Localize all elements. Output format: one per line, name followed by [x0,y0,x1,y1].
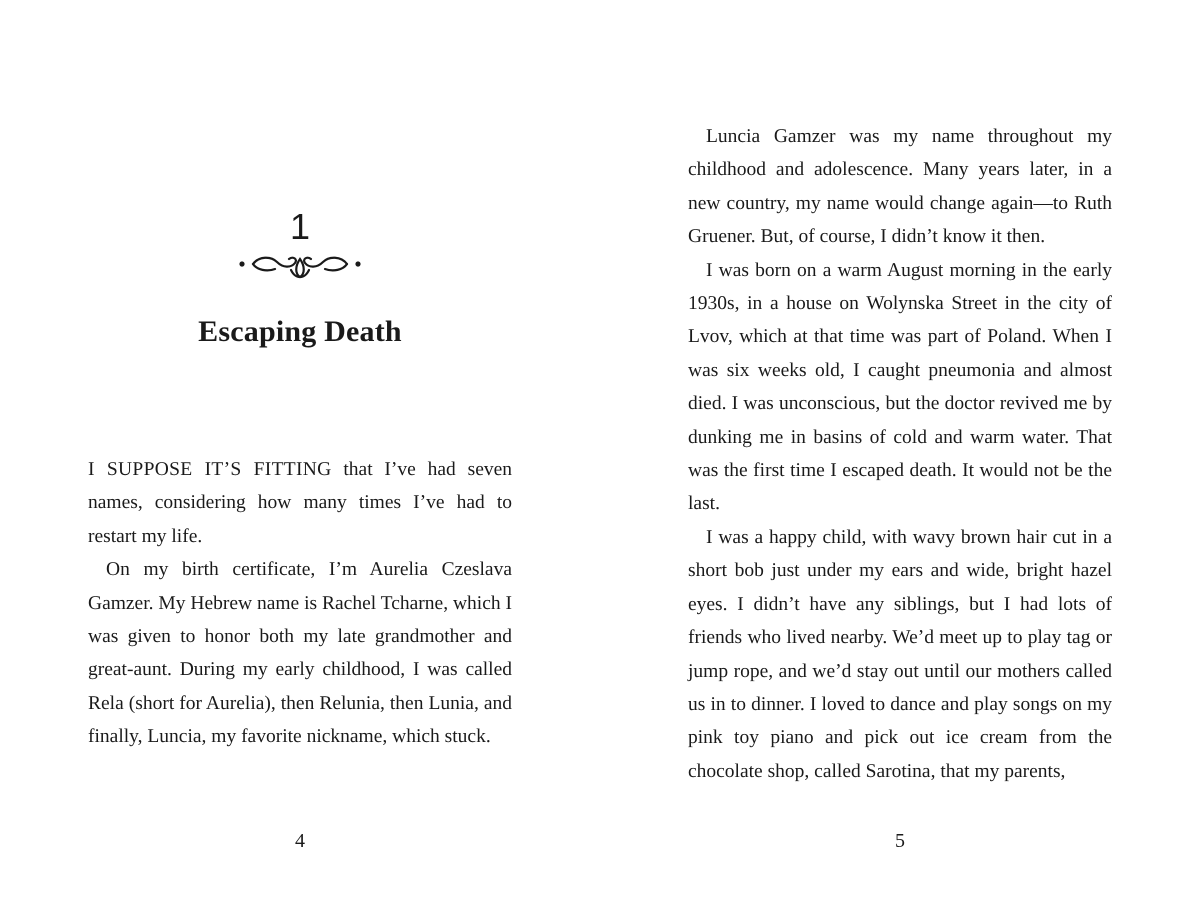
opening-lead-in: I SUPPOSE IT’S FITTING [88,459,332,480]
paragraph-luncia-gamzer: Luncia Gamzer was my name throughout my childhood and adolescence. Many years later, in a new country, my name would change again—to Ruth Gruener. But, of course, I didn’t know it then. [688,126,1112,248]
paragraph-happy-child: I was a happy child, with wavy brown hair cut in a short bob just under my ears and wide, bright hazel eyes. I didn’t have any siblings, but I had lots of friends who lived nearby. We’d meet up to play tag or jump rope, and we’d stay out until our mothers called us in to dinner. I loved to dance and play songs on my pink toy piano and pick out ice cream from the chocolate shop, called Sarotina, that my parents, [688,526,1112,782]
chapter-title: Escaping Death [198,315,402,348]
page-number-left: 4 [295,830,305,852]
chapter-number: 1 [289,206,311,247]
page-number-right: 5 [895,830,905,852]
opening-paragraph-rest: that I’ve had seven names, considering how many times I’ve had to restart my life. [88,459,512,547]
paragraph-born-lvov: I was born on a warm August morning in the early 1930s, in a house on Wolynska Street in the city of Lvov, which at that time was part of Poland. When I was six weeks old, I caught pneumonia and almost died. I was unconscious, but the doctor revived me by dunking me in basins of cold and warm water. That was the first time I escaped death. It would not be the last. [688,259,1112,515]
flourish-ornament-icon [237,250,363,282]
right-page [600,0,1200,900]
opening-paragraph [88,453,512,553]
left-body-text [88,453,512,754]
right-body-text [688,120,1112,788]
paragraph-birth-certificate: On my birth certificate, I’m Aurelia Czeslava Gamzer. My Hebrew name is Rachel Tcharne, which I was given to honor both my late grandmother and great-aunt. During my early childhood, I was called Rela (short for Aurelia), then Relunia, then Lunia, and finally, Luncia, my favorite nickname, which stuck. [88,559,512,748]
